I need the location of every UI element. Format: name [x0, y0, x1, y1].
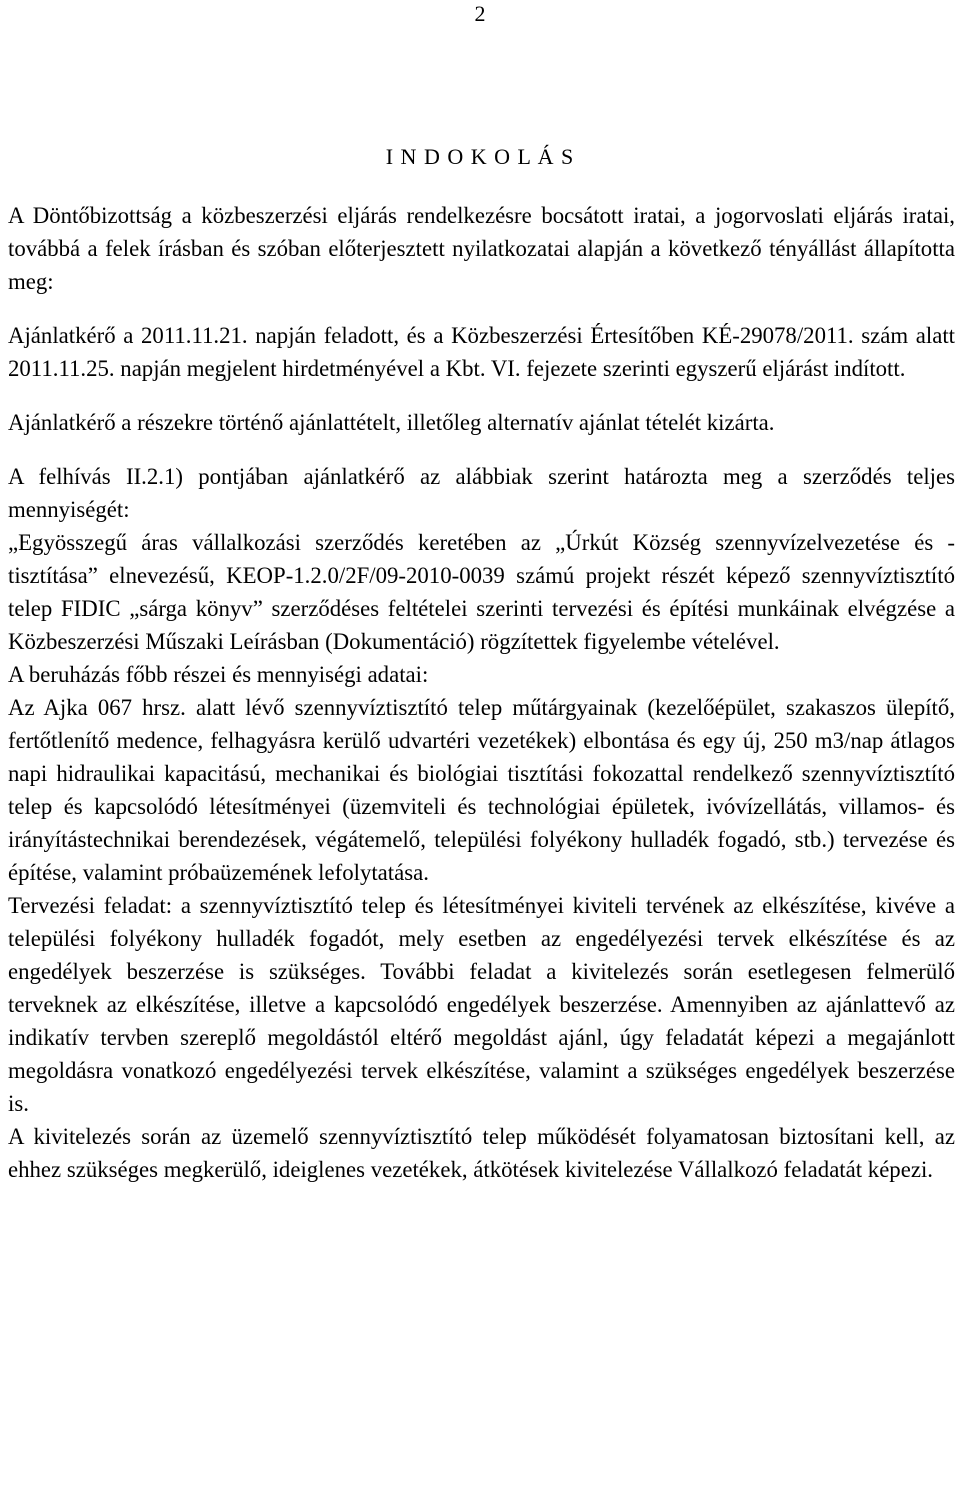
paragraph-exclusion: Ajánlatkérő a részekre történő ajánlattételt, illetőleg alternatív ajánlat tételét kizárta.	[8, 410, 775, 435]
paragraph-quote: „Egyösszegű áras vállalkozási szerződés keretében az „Úrkút Község szennyvízelvezetése és - tisztítása” elnevezésű, KEOP-1.2.0/2F/09-2010-0039 számú projekt részét képező szennyvíztisztító telep FIDIC „sárga könyv” szerződéses feltételei szerinti tervezési és építési munkáinak elvégzése a Közbeszerzési Műszaki Leírásban (Dokumentáció) rögzítettek figyelembe vételével.	[8, 530, 955, 654]
paragraph-investment-details: Az Ajka 067 hrsz. alatt lévő szennyvíztisztító telep műtárgyainak (kezelőépület, szakaszos ülepítő, fertőtlenítő medence, felhagyásra kerülő udvartéri vezetékek) elbontása és egy új, 250 m3/nap átlagos napi hidraulikai kapacitású, mechanikai és biológiai tisztítási fokozattal rendelkező szennyvíztisztító telep és kapcsolódó létesítményei (üzemviteli és technológiai épületek, ivóvízellátás, villamos- és irányítástechnikai berendezések, végátemelő, települési folyékony hulladék fogadó, stb.) tervezése és építése, valamint próbaüzemének lefolytatása.	[8, 695, 955, 885]
paragraph-design-task: Tervezési feladat: a szennyvíztisztító telep és létesítményei kiviteli tervének az elkészítése, kivéve a települési folyékony hulladék fogadót, mely esetben az engedélyezési tervek elkészítése és az engedélyek beszerzése is szükséges. További feladat a kivitelezés során esetlegesen felmerülő terveknek az elkészítése, illetve a kapcsolódó engedélyek beszerzése. Amennyiben az ajánlattevő az indikatív tervben szereplő megoldástól eltérő megoldást ajánl, úgy feladatát képezi a megajánlott megoldásra vonatkozó engedélyezési tervek elkészítése, valamint a szükséges engedélyek beszerzése is.	[8, 893, 955, 1116]
paragraph-call: A felhívás II.2.1) pontjában ajánlatkérő az alábbiak szerint határozta meg a szerződés teljes mennyiségét:	[8, 464, 955, 522]
paragraph-procedure: Ajánlatkérő a 2011.11.21. napján feladott, és a Közbeszerzési Értesítőben KÉ-29078/2011. szám alatt 2011.11.25. napján megjelent hirdetményével a Kbt. VI. fejezete szerinti egyszerű eljárást indított.	[8, 323, 955, 381]
paragraph-intro: A Döntőbizottság a közbeszerzési eljárás rendelkezésre bocsátott iratai, a jogorvoslati eljárás iratai, továbbá a felek írásban és szóban előterjesztett nyilatkozatai alapján a következő tényállást állapította meg:	[8, 203, 955, 294]
page-number: 2	[474, 1, 486, 26]
body-text	[8, 199, 955, 1186]
paragraph-investment-heading: A beruházás főbb részei és mennyiségi adatai:	[8, 662, 429, 687]
paragraph-operation: A kivitelezés során az üzemelő szennyvíztisztító telep működését folyamatosan biztosítani kell, az ehhez szükséges megkerülő, ideiglenes vezetékek, átkötések kivitelezése Vállalkozó feladatát képezi.	[8, 1124, 955, 1182]
section-heading: I N D O K O L Á S	[385, 144, 575, 169]
